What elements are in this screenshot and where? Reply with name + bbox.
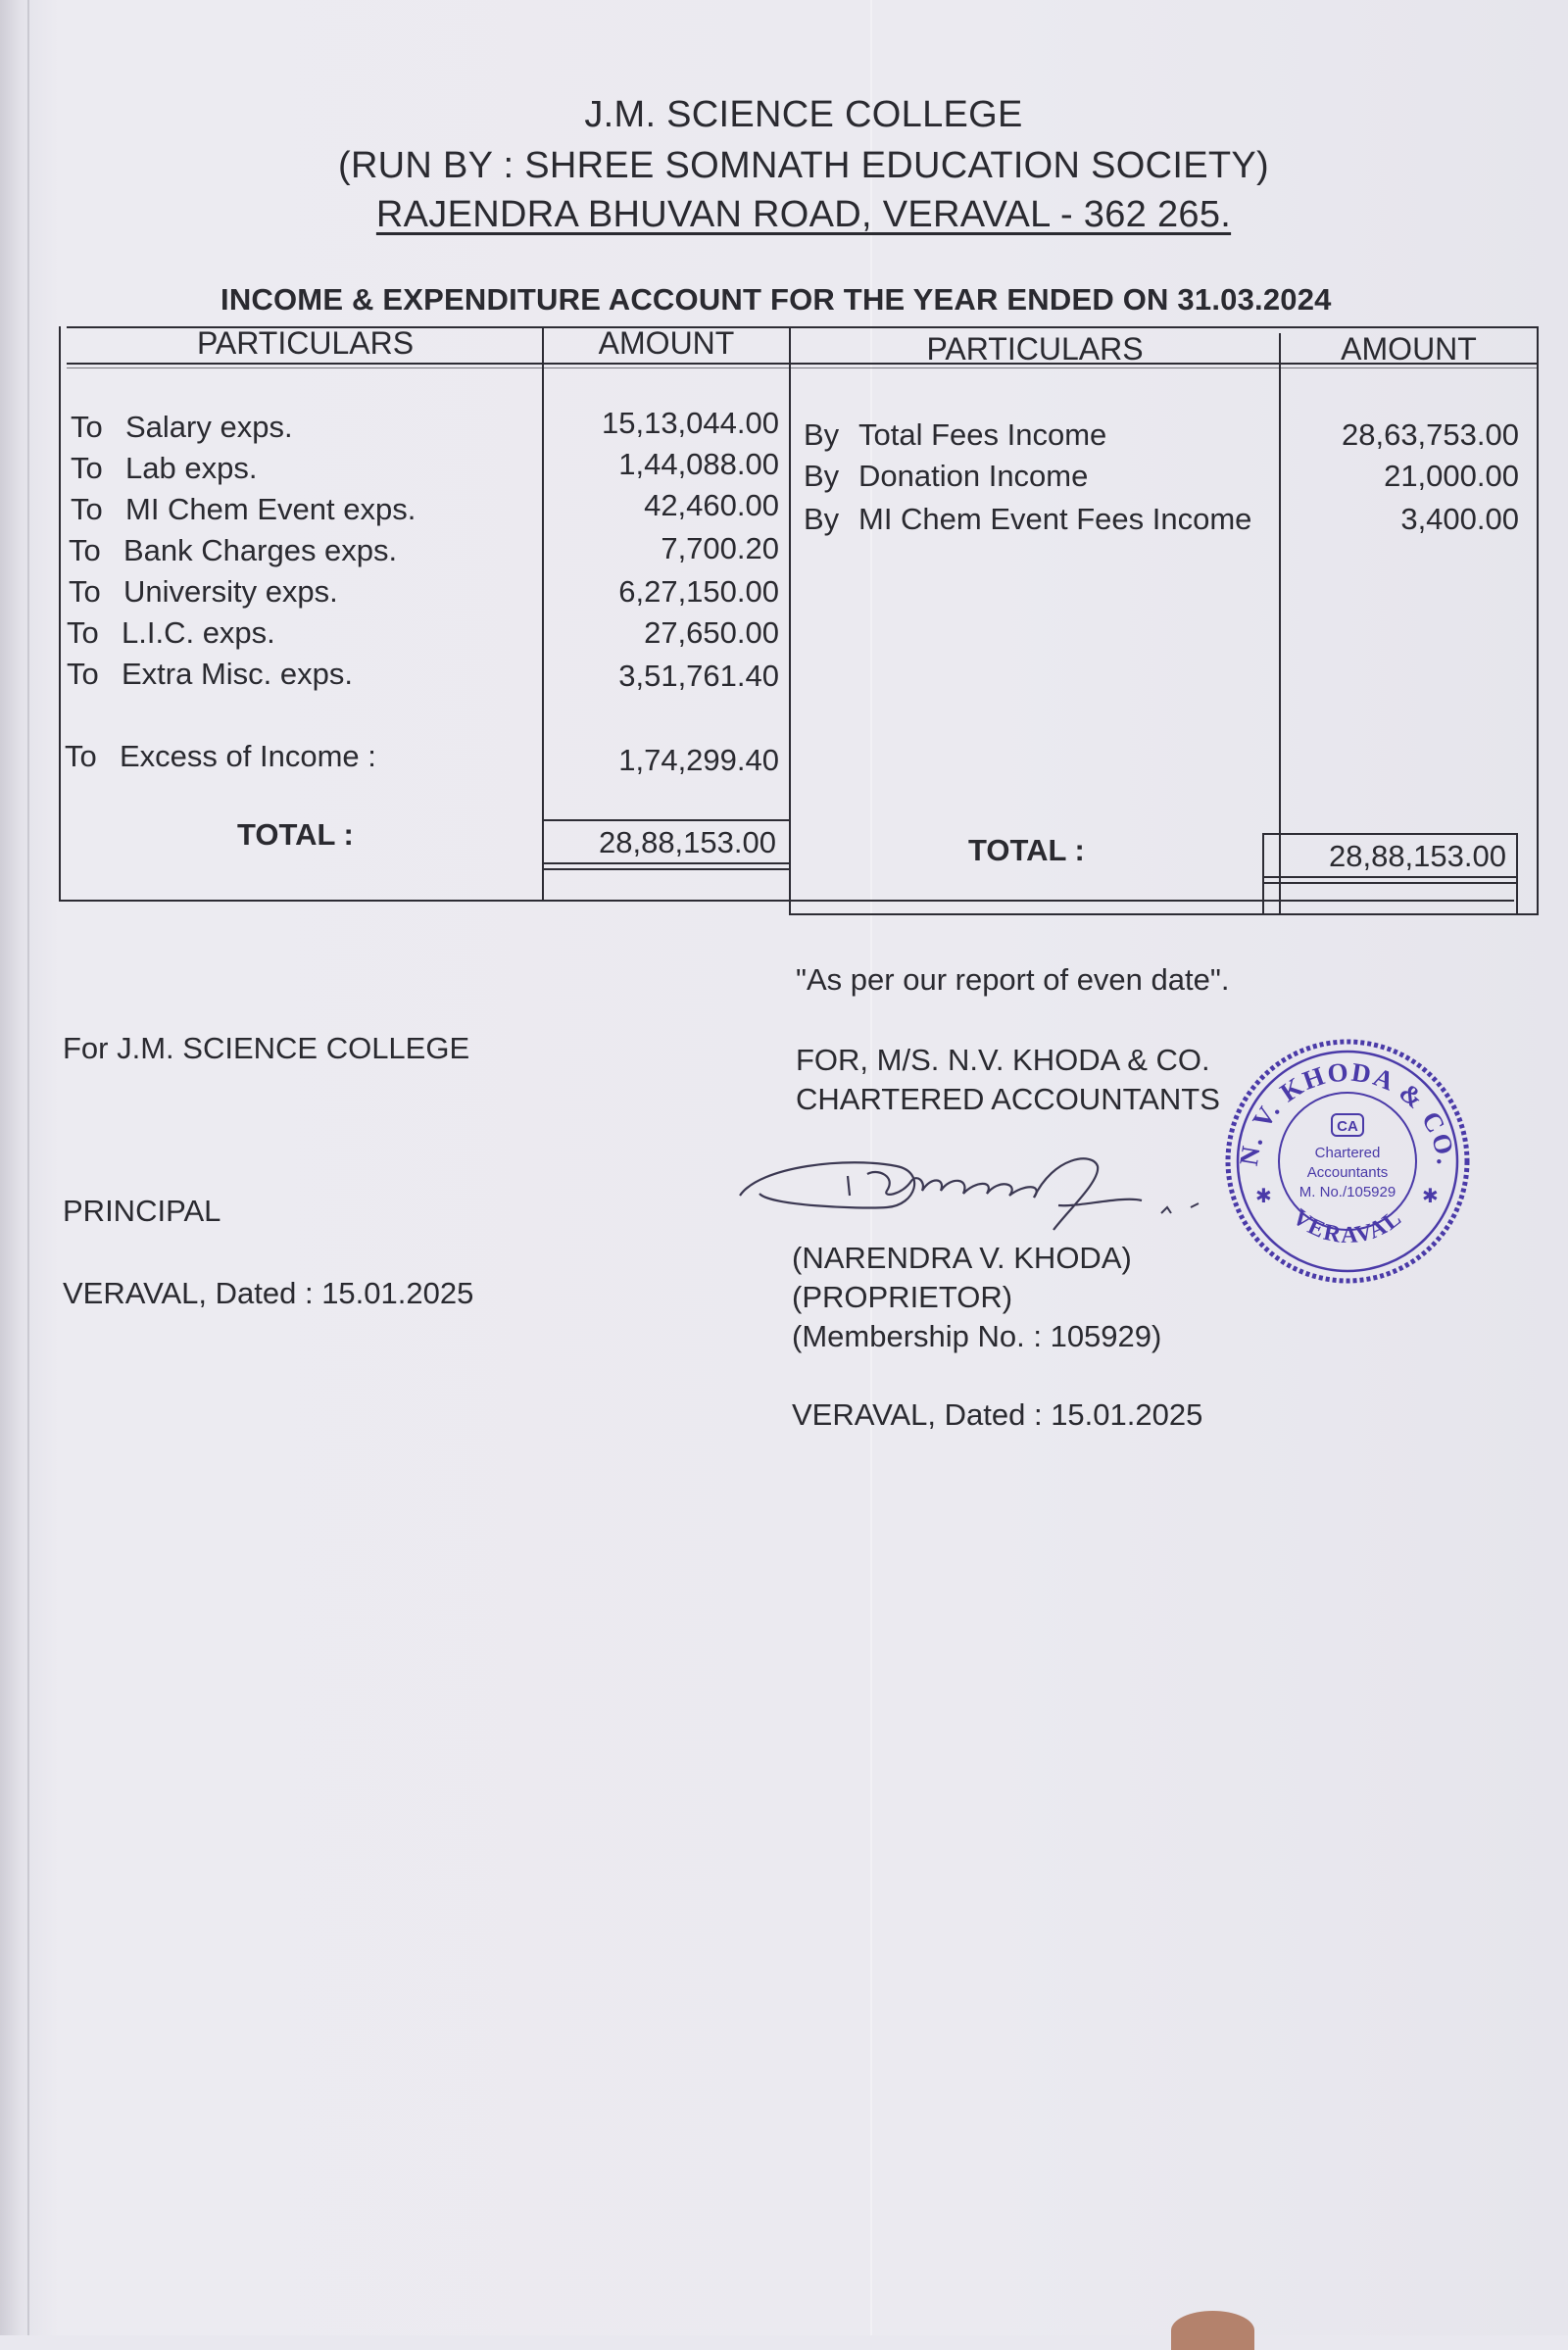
row-label: MI Chem Event Fees Income (858, 502, 1252, 536)
row-label: Donation Income (858, 459, 1089, 493)
signatory-name: (NARENDRA V. KHODA) (792, 1241, 1132, 1275)
paper-edge-shadow (27, 0, 29, 2335)
row-prefix: To (69, 574, 101, 609)
row-label: MI Chem Event exps. (125, 492, 416, 526)
header-amount-right: AMOUNT (1341, 331, 1477, 367)
membership-number: (Membership No. : 105929) (792, 1319, 1162, 1353)
row-prefix: By (804, 502, 840, 536)
row-prefix: To (65, 739, 97, 773)
principal-label: PRINCIPAL (63, 1194, 221, 1228)
stamp-line-3: M. No./105929 (1298, 1184, 1396, 1200)
row-prefix: By (804, 417, 840, 452)
total-left-top-rule (544, 819, 789, 821)
income-amount: 3,400.00 (1400, 502, 1519, 536)
svg-text:VERAVAL (1288, 1204, 1407, 1248)
college-dated: VERAVAL, Dated : 15.01.2025 (63, 1276, 474, 1310)
row-label: Bank Charges exps. (123, 533, 398, 567)
table-right-bottom-border (789, 913, 1539, 915)
row-prefix: To (71, 492, 103, 526)
row-prefix: To (67, 615, 99, 650)
expense-amount: 6,27,150.00 (618, 574, 779, 609)
stamp-ca-logo: CA (1337, 1118, 1358, 1135)
excess-income-amount: 1,74,299.40 (618, 743, 779, 777)
income-amount: 28,63,753.00 (1341, 417, 1519, 452)
stamp-firm-arc: N. V. KHODA & CO. (1233, 1056, 1461, 1168)
total-right-right-rule (1516, 833, 1518, 915)
row-prefix: To (71, 410, 103, 444)
income-expenditure-table (59, 323, 1539, 911)
row-label: Excess of Income : (120, 739, 376, 773)
table-col-divider-2 (789, 326, 791, 914)
total-right-left-rule (1262, 833, 1264, 915)
stamp-star-left-icon: ✱ (1255, 1186, 1272, 1207)
header-particulars-right: PARTICULARS (926, 331, 1144, 367)
stamp-line-1: Chartered (1314, 1145, 1381, 1161)
stamp-line-2: Accountants (1306, 1164, 1389, 1181)
stamp-star-right-icon: ✱ (1422, 1186, 1439, 1207)
signatory-role: (PROPRIETOR) (792, 1280, 1013, 1314)
total-amount-right: 28,88,153.00 (1328, 839, 1506, 873)
row-prefix: By (804, 459, 840, 493)
total-label-right: TOTAL : (968, 833, 1085, 867)
firm-dated: VERAVAL, Dated : 15.01.2025 (792, 1397, 1203, 1432)
society-name: (RUN BY : SHREE SOMNATH EDUCATION SOCIETY) (337, 145, 1270, 186)
stamp-city-arc: VERAVAL (1287, 1204, 1408, 1248)
expense-amount: 7,700.20 (661, 531, 779, 565)
for-college-label: For J.M. SCIENCE COLLEGE (63, 1031, 470, 1065)
expense-amount: 15,13,044.00 (601, 406, 779, 440)
total-right-top-rule (1262, 833, 1517, 835)
income-amount: 21,000.00 (1384, 459, 1519, 493)
finger-tip (1171, 2311, 1254, 2350)
row-label: Lab exps. (125, 451, 258, 485)
total-left-underline-2 (544, 868, 789, 870)
total-right-underline-2 (1262, 882, 1517, 884)
expense-amount: 1,44,088.00 (618, 447, 779, 481)
row-prefix: To (69, 533, 101, 567)
total-label-left: TOTAL : (237, 817, 354, 852)
table-left-border (59, 326, 61, 901)
table-header-rule-2 (67, 367, 1537, 368)
row-prefix: To (71, 451, 103, 485)
statement-title: INCOME & EXPENDITURE ACCOUNT FOR THE YEAR ENDED ON 31.03.2024 (220, 282, 1332, 317)
college-address: RAJENDRA BHUVAN ROAD, VERAVAL - 362 265. (375, 194, 1232, 235)
for-firm-label: FOR, M/S. N.V. KHODA & CO. (796, 1043, 1210, 1077)
header-amount-left: AMOUNT (598, 325, 735, 361)
row-label: Salary exps. (125, 410, 293, 444)
expense-amount: 3,51,761.40 (618, 659, 779, 693)
header-particulars-left: PARTICULARS (196, 325, 415, 361)
row-label: L.I.C. exps. (122, 615, 275, 650)
total-amount-left: 28,88,153.00 (598, 825, 776, 859)
handwritten-signature (730, 1137, 1240, 1245)
table-right-border (1537, 326, 1539, 914)
ca-firm-stamp (1220, 1034, 1475, 1289)
total-left-underline-1 (544, 862, 789, 864)
college-name: J.M. SCIENCE COLLEGE (584, 94, 1023, 135)
total-right-underline-1 (1262, 876, 1517, 878)
table-bottom-border (59, 900, 1514, 902)
row-prefix: To (67, 657, 99, 691)
expense-amount: 27,650.00 (644, 615, 779, 650)
audit-report-note: "As per our report of even date". (796, 962, 1230, 997)
expense-amount: 42,460.00 (644, 488, 779, 522)
firm-role: CHARTERED ACCOUNTANTS (796, 1082, 1220, 1116)
row-label: University exps. (123, 574, 338, 609)
row-label: Extra Misc. exps. (122, 657, 353, 691)
row-label: Total Fees Income (858, 417, 1107, 452)
table-col-divider-3 (1279, 333, 1281, 914)
